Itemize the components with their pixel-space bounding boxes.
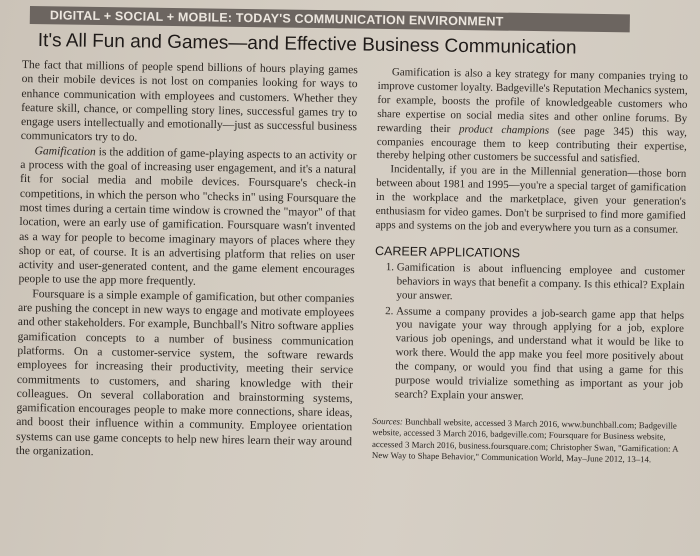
right-paragraph-1 [376, 66, 687, 168]
left-column [16, 58, 358, 464]
career-applications-heading: CAREER APPLICATIONS [374, 243, 521, 261]
page-title: It's All Fun and Games—and Effective Business Communication [37, 30, 577, 59]
right-paragraph-1b: (see page 345) this way, companies encourage them to keep contributing their expertise, thereby helping other customers be successful and satisfied. [376, 124, 688, 166]
right-column [372, 66, 688, 467]
section-banner: DIGITAL + SOCIAL + MOBILE: TODAY'S COMMUNICATION ENVIRONMENT [30, 6, 630, 32]
product-champions-term: product champions [458, 122, 550, 137]
left-paragraph-3: Foursquare is a simple example of gamification, but other companies are pushing the concept in new ways to engage and motivate employees and other stakeholders. For example, Bunchball's Nitro software applies gamification concepts to a number of business communication platforms. On a customer-service system, the software rewards employees for increasing their productivity, meeting their service commitments to customers, and sharing knowledge with their colleagues. On several collaboration and brainstorming systems, gamification encourages people to make more connections, share ideas, and boost their influence within a community. Employee orientation systems can use game concepts to help new hires learn their way around the organization. [15, 286, 355, 459]
left-paragraph-1: The fact that millions of people spend billions of hours playing games on their mobile devices is not lost on companies looking for ways to enhance communication with employees and customers. Whether they feature skill, chance, or compelling story lines, successful games try to engage users intellectually and emotionally—just as successful business communicators try to do. [20, 58, 358, 145]
left-paragraph-2 [18, 144, 356, 292]
sources-note [372, 416, 683, 467]
sources-text: Bunchball website, accessed 3 March 2016, www.bunchball.com; Badgeville website, accessed 3 March 2016, badgeville.com; Foursquare for Business website, accessed 3 March 2016, business.foursquare.com; Christopher Swan, "Gamification: A New Way to Shape Behavior," Communication World, May–June 2012, 13–14. [371, 416, 679, 465]
gamification-term: Gamification [34, 143, 96, 158]
career-question-2: 2. Assume a company provides a job-search game app that helps you navigate your way through applying for a job, explore various job openings, and understand what it would be like to work there. Would the app make you feel more positively about the company, or would you find that using a game for this purpose would trivialize something as important as your job search? Explain your answer. [395, 305, 684, 407]
right-paragraph-2: Incidentally, if you are in the Millennial generation—those born between about 1981 and 1995—you're a special target of gamification in the workplace and the marketplace, given your generation's enthusiasm for video games. Don't be surprised to find more gamified apps and systems on the job and everywhere you turn as a consumer. [375, 163, 687, 236]
left-paragraph-2-text: is the addition of game-playing aspects to an activity or a process with the goal of increasing user engagement, and it's a natural fit for social media and mobile devices. Foursquare's check-in competitions, in which the person who "checks in" using Foursquare the most times during a certain time window is crowned the "mayor" of that location, were an early use of gamification. Foursquare wasn't invented as a way for people to become imaginary mayors of places where they shop or eat, of course. It is an advertising platform that relies on user activity and user-generated content, and the game element encourages people to use the app more frequently. [18, 144, 357, 289]
career-questions-list [373, 261, 685, 407]
career-question-1: 1. Gamification is about influencing employee and customer behaviors in ways that benefit a company. Is this ethical? Explain your answer. [396, 261, 685, 307]
right-paragraph-1a: Gamification is also a key strategy for many companies trying to improve customer loyalty. Badgeville's Reputation Mechanics system, for example, boosts the profile of knowledgeable customers who share expertise on social media sites and other online forums. By rewarding their [376, 66, 688, 135]
sources-label: Sources: [372, 415, 403, 427]
